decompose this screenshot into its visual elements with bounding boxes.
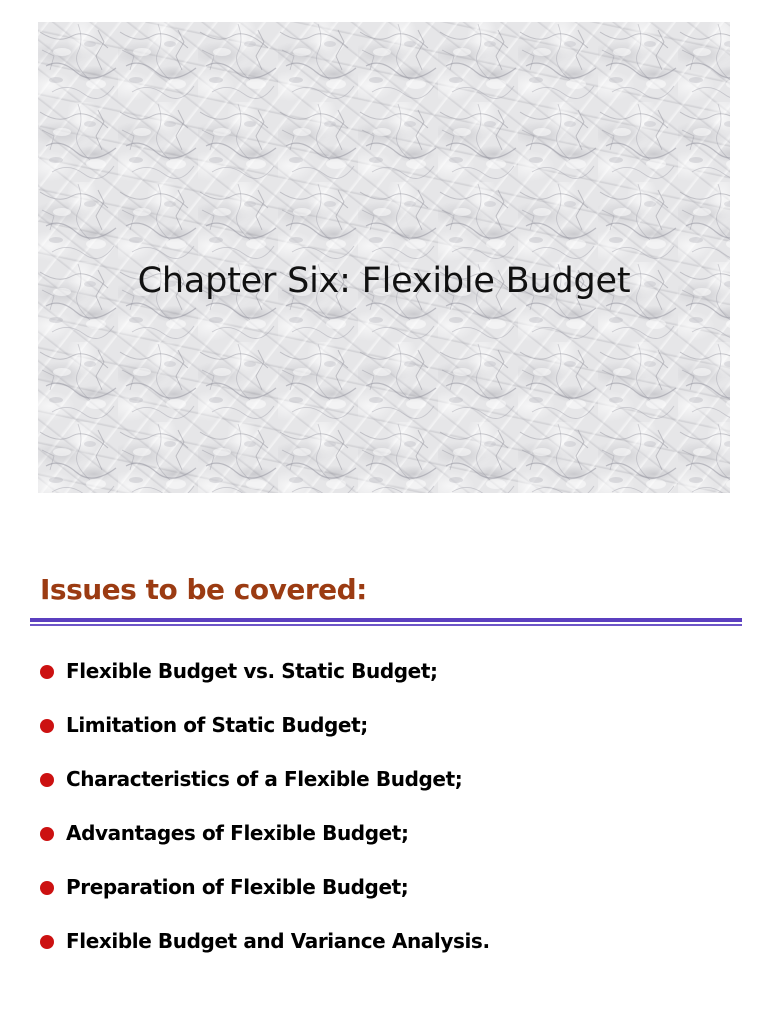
heading-divider xyxy=(30,618,742,622)
list-item xyxy=(40,868,490,922)
red-dot-bullet-icon xyxy=(40,881,54,895)
red-dot-bullet-icon xyxy=(40,719,54,733)
list-item xyxy=(40,760,490,814)
slide-title: Chapter Six: Flexible Budget xyxy=(137,261,631,301)
issues-list xyxy=(40,652,490,976)
list-item xyxy=(40,814,490,868)
list-item-label: Flexible Budget and Variance Analysis. xyxy=(66,929,490,953)
heading-divider-secondary xyxy=(30,624,742,626)
list-item-label: Flexible Budget vs. Static Budget; xyxy=(66,659,438,683)
list-item-label: Preparation of Flexible Budget; xyxy=(66,875,409,899)
red-dot-bullet-icon xyxy=(40,773,54,787)
list-item-label: Advantages of Flexible Budget; xyxy=(66,821,409,845)
list-item-label: Limitation of Static Budget; xyxy=(66,713,368,737)
issues-heading: Issues to be covered: xyxy=(40,573,367,606)
title-slide xyxy=(38,22,730,493)
red-dot-bullet-icon xyxy=(40,827,54,841)
list-item xyxy=(40,706,490,760)
list-item xyxy=(40,652,490,706)
list-item xyxy=(40,922,490,976)
list-item-label: Characteristics of a Flexible Budget; xyxy=(66,767,463,791)
red-dot-bullet-icon xyxy=(40,935,54,949)
red-dot-bullet-icon xyxy=(40,665,54,679)
